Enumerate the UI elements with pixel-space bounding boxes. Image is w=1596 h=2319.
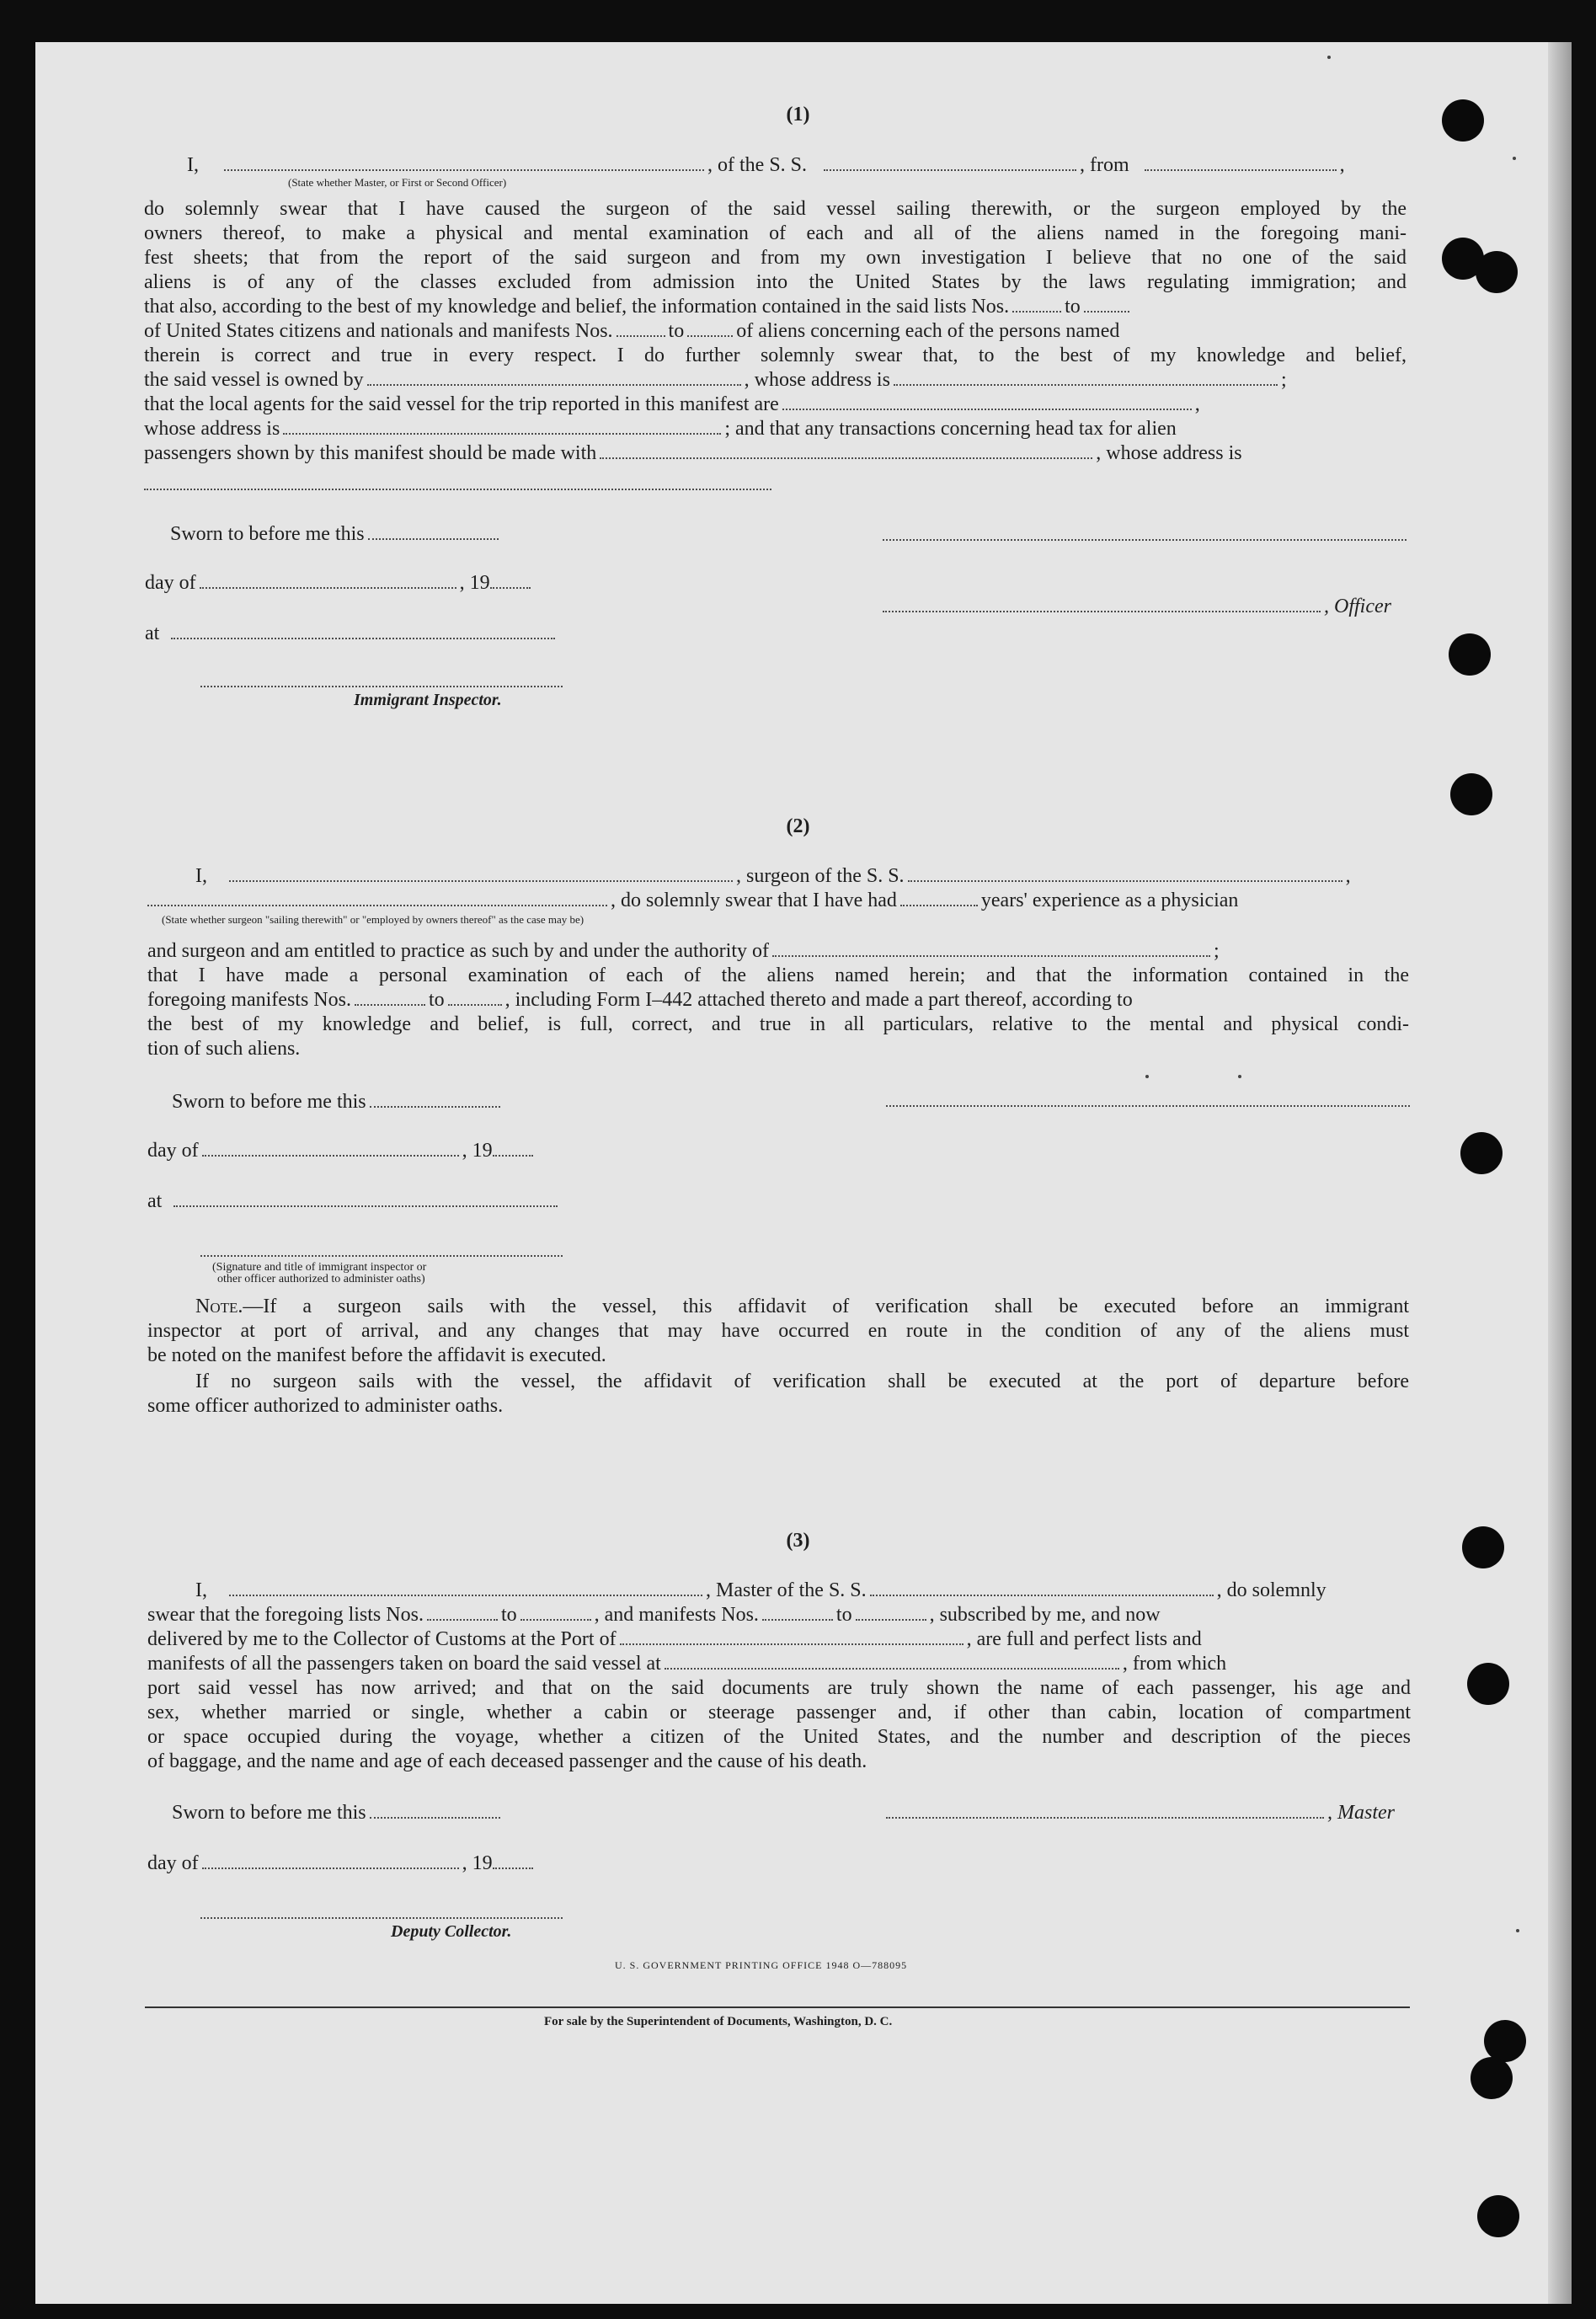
- print-speck: [1145, 1075, 1149, 1078]
- s2-month-blank: [202, 1141, 459, 1157]
- punch-hole: [1460, 1132, 1503, 1174]
- s2-signature-line: [886, 1105, 1410, 1107]
- punch-hole: [1467, 1663, 1509, 1705]
- s1-signature-line: [883, 539, 1407, 541]
- head-tax-blank: [600, 444, 1092, 459]
- s3-day: day of , 19: [147, 1851, 536, 1875]
- s1-officer: , Officer: [883, 595, 1391, 618]
- s1-line-3: owners thereof, to make a physical and mental examination of each and all of the aliens named in the foregoing mani-: [144, 222, 1407, 244]
- owner-blank: [367, 371, 741, 386]
- gpo-imprint: U. S. GOVERNMENT PRINTING OFFICE 1948 O—788095: [615, 1959, 908, 1971]
- s3-list-from-blank: [427, 1606, 498, 1621]
- agents-blank: [782, 395, 1192, 410]
- s3-year-blank: [493, 1854, 533, 1869]
- punch-hole: [1450, 773, 1492, 815]
- s2-line-2: , do solemnly swear that I have had years' experience as a physician: [147, 889, 1411, 912]
- list-from-blank: [1012, 297, 1061, 313]
- s2-line-3: and surgeon and am entitled to practice as such by and under the authority of ;: [147, 940, 1220, 962]
- s3-month-blank: [202, 1854, 459, 1869]
- s3-line-5: port said vessel has now arrived; and that on the said documents are truly shown the name of each passenger, his age and: [147, 1677, 1411, 1699]
- s1-line-1: I, , of the S. S. , from ,: [187, 154, 1345, 176]
- s2-manifest-to-blank: [448, 991, 502, 1006]
- s1-day: day of , 19: [145, 571, 534, 595]
- s3-vessel-blank: [870, 1581, 1214, 1596]
- s2-year-blank: [493, 1141, 533, 1157]
- footer-sale-note: For sale by the Superintendent of Documents, Washington, D. C.: [544, 2015, 893, 2028]
- owner-address-blank: [894, 371, 1278, 386]
- punch-hole: [1449, 633, 1491, 676]
- sworn-day-blank: [368, 525, 499, 540]
- s1-line-4: fest sheets; that from the report of the said surgeon and from my own investigation I believe that no one of the said: [144, 247, 1407, 269]
- s2-place-blank: [173, 1192, 558, 1207]
- s2-sig-caption-2: other officer authorized to administer oaths): [217, 1273, 425, 1285]
- punch-hole: [1484, 2020, 1526, 2062]
- s2-line-6: the best of my knowledge and belief, is full, correct, and true in all particulars, relative to the mental and physical condi-: [147, 1013, 1409, 1035]
- s2-note-3: be noted on the manifest before the affidavit is executed.: [147, 1344, 606, 1366]
- s3-list-to-blank: [520, 1606, 591, 1621]
- authority-blank: [772, 942, 1210, 957]
- list-to-blank: [1084, 297, 1129, 313]
- s2-note-4: If no surgeon sails with the vessel, the affidavit of verification shall be executed at the port of departure before: [195, 1371, 1409, 1392]
- punch-hole: [1476, 251, 1518, 293]
- print-speck: [1516, 1929, 1519, 1932]
- port-blank: [620, 1630, 963, 1645]
- s2-manifest-from-blank: [355, 991, 425, 1006]
- s3-sworn-day-blank: [370, 1803, 500, 1819]
- s3-manifest-from-blank: [762, 1606, 833, 1621]
- month-blank: [200, 574, 456, 589]
- s2-line-5: foregoing manifests Nos. to , including Form I–442 attached thereto and made a part thereof, according to: [147, 989, 1133, 1011]
- print-speck: [1327, 56, 1331, 59]
- s3-line-6: sex, whether married or single, whether a cabin or steerage passenger and, if other than cabin, location of compartment: [147, 1702, 1411, 1723]
- s3-line-3: delivered by me to the Collector of Customs at the Port of , are full and perfect lists and: [147, 1628, 1202, 1650]
- s3-deputy-line: [200, 1917, 563, 1919]
- s3-master: , Master: [886, 1801, 1395, 1825]
- print-speck: [1238, 1075, 1241, 1078]
- s3-line-2: swear that the foregoing lists Nos. to , and manifests Nos. to , subscribed by me, and now: [147, 1604, 1161, 1626]
- master-name-blank: [229, 1581, 702, 1596]
- s2-line-4: that I have made a personal examination of each of the aliens named herein; and that the information contained in the: [147, 964, 1409, 986]
- section-number-1: (1): [786, 104, 810, 126]
- s2-inspector-line: [200, 1255, 563, 1257]
- s1-inspector-label: Immigrant Inspector.: [354, 691, 502, 709]
- s1-at: at: [145, 622, 558, 645]
- s1-line-5: aliens is of any of the classes excluded from admission into the United States by the laws regulating immigration; and: [144, 271, 1407, 293]
- master-signature-blank: [886, 1803, 1324, 1819]
- s2-line-1: I, , surgeon of the S. S. ,: [195, 865, 1351, 887]
- s2-vessel-blank: [908, 867, 1342, 882]
- s3-deputy-label: Deputy Collector.: [391, 1922, 512, 1941]
- s2-note-1: Note.—If a surgeon sails with the vessel, this affidavit of verification shall be executed before an immigrant: [195, 1296, 1409, 1317]
- manifest-from-blank: [617, 322, 665, 337]
- officer-blank: [883, 597, 1321, 612]
- s2-line-7: tion of such aliens.: [147, 1038, 301, 1060]
- s2-sig-caption-1: (Signature and title of immigrant inspector or: [212, 1261, 427, 1274]
- s1-sworn: Sworn to before me this: [170, 522, 502, 546]
- boarding-port-blank: [665, 1654, 1119, 1670]
- s1-line-7: of United States citizens and nationals and manifests Nos. to of aliens concerning each of the persons named: [144, 320, 1120, 342]
- s1-line-2: do solemnly swear that I have caused the surgeon of the said vessel sailing therewith, or the surgeon employed by the: [144, 198, 1407, 220]
- s2-note-2: inspector at port of arrival, and any changes that may have occurred en route in the condition of any of the aliens must: [147, 1320, 1409, 1342]
- s3-sworn: Sworn to before me this: [172, 1801, 504, 1825]
- s2-surgeon-note: (State whether surgeon "sailing therewith" or "employed by owners thereof" as the case may be): [162, 913, 584, 926]
- name-blank: [224, 156, 704, 171]
- s1-address-blank: [144, 489, 771, 490]
- s3-line-4: manifests of all the passengers taken on board the said vessel at , from which: [147, 1653, 1227, 1675]
- place-blank: [171, 624, 555, 639]
- s2-sworn-day-blank: [370, 1093, 500, 1108]
- s2-day: day of , 19: [147, 1139, 536, 1162]
- s1-line-11: whose address is ; and that any transactions concerning head tax for alien: [144, 418, 1177, 440]
- manifest-to-blank: [687, 322, 733, 337]
- s3-line-8: of baggage, and the name and age of each deceased passenger and the cause of his death.: [147, 1750, 867, 1772]
- page-edge-shadow: [1548, 42, 1572, 2304]
- s1-inspector-line: [200, 686, 563, 687]
- punch-hole: [1477, 2195, 1519, 2237]
- s2-sworn: Sworn to before me this: [172, 1090, 504, 1114]
- print-speck: [1513, 157, 1516, 160]
- s3-line-7: or space occupied during the voyage, whether a citizen of the United States, and the number and description of the pieces: [147, 1726, 1411, 1748]
- surgeon-status-blank: [147, 891, 607, 906]
- agents-address-blank: [283, 419, 721, 435]
- vessel-blank: [824, 156, 1076, 171]
- section-number-2: (2): [786, 815, 810, 837]
- s2-at: at: [147, 1189, 561, 1213]
- s3-manifest-to-blank: [856, 1606, 926, 1621]
- s2-note-5: some officer authorized to administer oaths.: [147, 1395, 504, 1417]
- s1-officer-note: (State whether Master, or First or Second Officer): [288, 176, 507, 189]
- s1-line-9: the said vessel is owned by , whose address is ;: [144, 369, 1287, 391]
- years-blank: [900, 891, 978, 906]
- section-number-3: (3): [786, 1530, 810, 1552]
- footer-rule: [145, 2006, 1410, 2008]
- s1-line-10: that the local agents for the said vessel for the trip reported in this manifest are ,: [144, 393, 1200, 415]
- year-blank: [490, 574, 531, 589]
- surgeon-name-blank: [229, 867, 733, 882]
- s1-line-8: therein is correct and true in every respect. I do further solemnly swear that, to the best of my knowledge and belief,: [144, 345, 1407, 366]
- s1-line-6: that also, according to the best of my knowledge and belief, the information contained in the said lists Nos. to: [144, 295, 1407, 318]
- from-blank: [1145, 156, 1337, 171]
- punch-hole: [1471, 2057, 1513, 2099]
- s3-line-1: I, , Master of the S. S. , do solemnly: [195, 1579, 1326, 1601]
- s1-line-12: passengers shown by this manifest should be made with , whose address is: [144, 442, 1242, 464]
